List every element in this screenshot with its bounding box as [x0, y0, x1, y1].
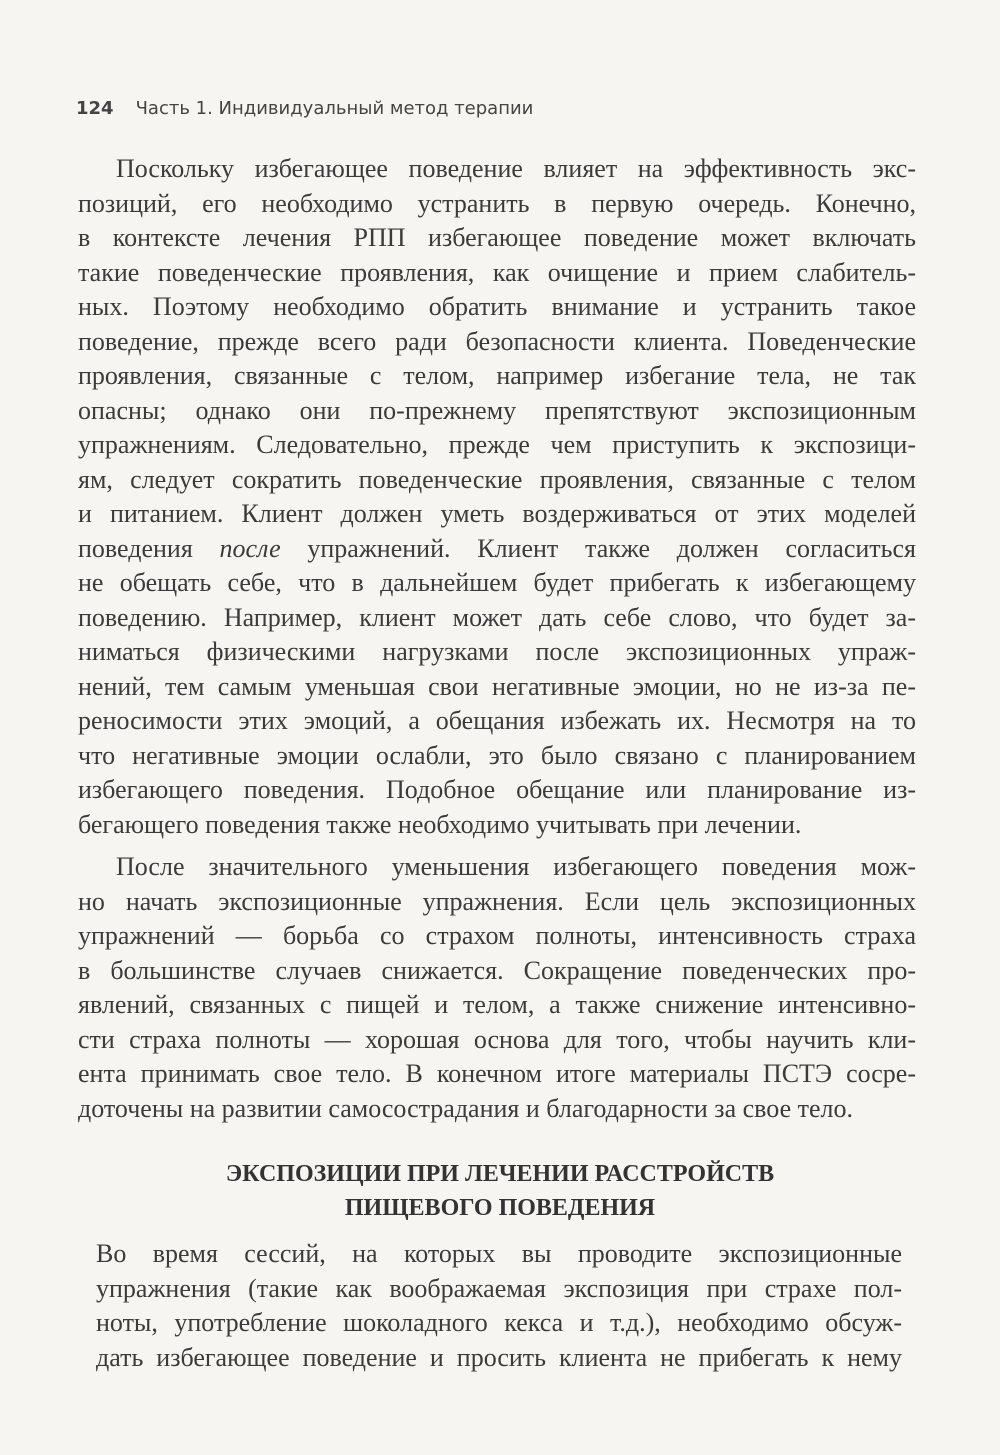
text-line: в контексте лечения РПП избегающее поведение может включать [78, 223, 916, 252]
text-line: бегающего поведения также необходимо учитывать при лечении. [78, 809, 802, 839]
text-line: что негативные эмоции ослабли, это было связано с планированием [78, 740, 916, 770]
text-line: поведение, прежде всего ради безопасности клиента. Поведенческие [78, 326, 916, 356]
text-line: ям, следует сократить поведенческие проявления, связанные с телом [78, 464, 916, 494]
heading-line: ПИЩЕВОГО ПОВЕДЕНИЯ [344, 1195, 656, 1221]
text-line: упражнений — борьба со страхом полноты, интенсивность страха [78, 921, 916, 950]
text-line: в большинстве случаев снижается. Сокращение поведенческих про- [78, 955, 916, 985]
running-header [76, 98, 533, 119]
text-line: После значительного уменьшения избегающего поведения мож- [116, 852, 916, 881]
text-line: дать избегающее поведение и просить клиента не прибегать к нему [96, 1342, 902, 1372]
text-line: упражнениям. Следовательно, прежде чем приступить к экспозици- [78, 430, 916, 459]
italic-word: после [219, 533, 281, 563]
text-segment: упражнений. Клиент также должен согласиться [307, 533, 916, 563]
paragraph-avoidance-behavior [78, 152, 916, 842]
text-line: ниматься физическими нагрузками после экспозиционных упраж- [78, 637, 916, 666]
heading-line: ЭКСПОЗИЦИИ ПРИ ЛЕЧЕНИИ РАССТРОЙСТВ [225, 1161, 775, 1187]
text-line: явлений, связанных с пищей и телом, а также снижение интенсивно- [78, 990, 916, 1019]
text-line: позиций, его необходимо устранить в первую очередь. Конечно, [78, 188, 916, 218]
text-line: такие поведенческие проявления, как очищение и прием слабитель- [78, 257, 916, 287]
text-line: ента принимать свое тело. В конечном итоге материалы ПСТЭ сосре- [78, 1059, 916, 1088]
text-line: ных. Поэтому необходимо обратить внимание и устранить такое [78, 292, 916, 321]
running-title: Часть 1. Индивидуальный метод терапии [135, 98, 534, 119]
text-line: проявления, связанные с телом, например избегание тела, не так [78, 361, 916, 390]
text-line: реносимости этих эмоций, а обещания избежать их. Несмотря на то [78, 706, 916, 735]
paragraph-sessions [96, 1237, 902, 1375]
text-line: упражнения (такие как воображаемая экспозиция при страхе пол- [96, 1273, 902, 1303]
text-line: нений, тем самым уменьшая свои негативные эмоции, но не из-за пе- [78, 671, 916, 701]
text-line: опасны; однако они по-прежнему препятствуют экспозиционным [78, 395, 916, 425]
text-line-with-italic [78, 532, 916, 567]
paragraph-exposure-start [78, 850, 916, 1126]
text-line: и питанием. Клиент должен уметь воздерживаться от этих моделей [78, 499, 916, 528]
text-line: ноты, употребление шоколадного кекса и т.д.), необходимо обсуж- [96, 1308, 902, 1337]
text-line: сти страха полноты — хорошая основа для того, чтобы научить кли- [78, 1024, 916, 1054]
text-line: избегающего поведения. Подобное обещание или планирование из- [78, 775, 916, 804]
text-line: не обещать себе, что в дальнейшем будет прибегать к избегающему [78, 568, 916, 597]
text-line: Поскольку избегающее поведение влияет на эффективность экс- [116, 154, 916, 183]
text-line: но начать экспозиционные упражнения. Если цель экспозиционных [78, 886, 916, 916]
page-number: 124 [76, 98, 114, 119]
text-line: Во время сессий, на которых вы проводите экспозиционные [96, 1239, 902, 1268]
text-line: поведению. Например, клиент может дать себе слово, что будет за- [78, 602, 916, 632]
section-heading [0, 1157, 1000, 1225]
text-line: доточены на развитии самосострадания и благодарности за свое тело. [78, 1093, 853, 1123]
text-segment: поведения [78, 533, 193, 563]
